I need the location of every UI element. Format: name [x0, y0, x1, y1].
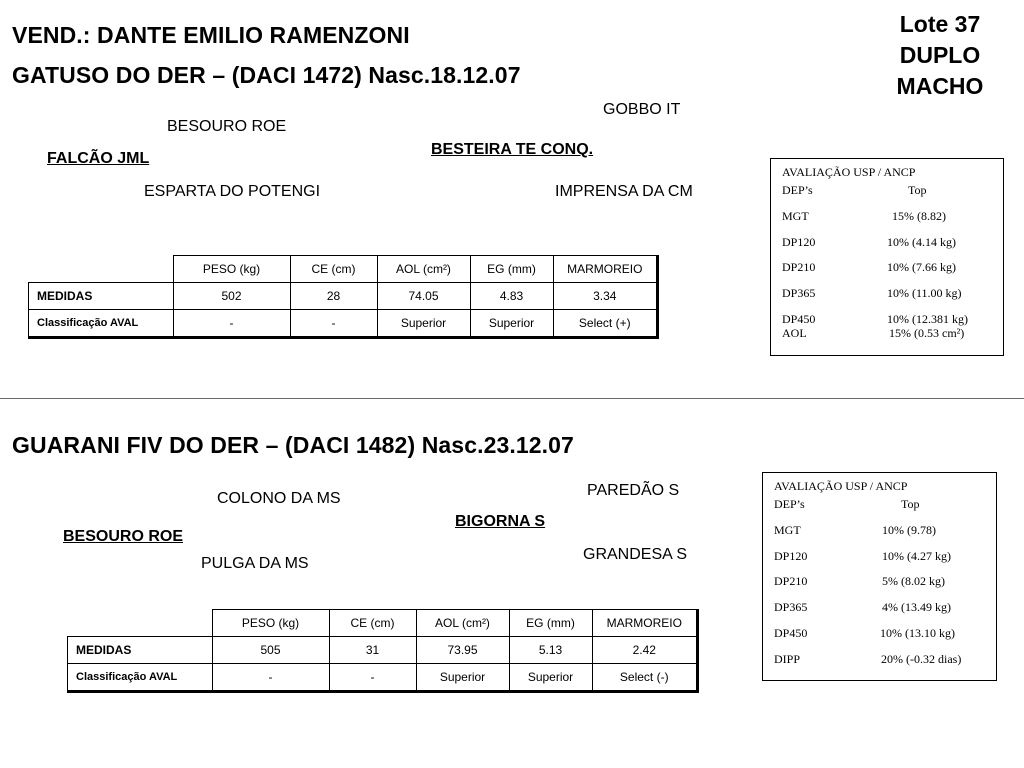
evaluation-row	[782, 312, 1003, 326]
animal1-dam-dam: ESPARTA DO POTENGI	[144, 183, 321, 200]
evaluation-row	[774, 574, 996, 600]
evaluation-row	[774, 497, 996, 523]
evaluation-key: DIPP	[774, 651, 801, 666]
table-corner	[29, 256, 174, 283]
evaluation-key: DP365	[782, 286, 816, 301]
lot-line: Lote 37	[899, 11, 981, 37]
row-label: Classificação AVAL	[29, 310, 174, 338]
animal1-title: GATUSO DO DER – (DACI 1472) Nasc.18.12.07	[12, 62, 521, 88]
animal1-dam: FALCÃO JML	[47, 150, 150, 167]
evaluation-row	[782, 260, 1003, 286]
table-header: EG (mm)	[470, 256, 553, 283]
evaluation-row	[782, 209, 1003, 235]
evaluation-value: 10% (11.00 kg)	[887, 286, 962, 301]
animal2-evaluation-box	[762, 472, 997, 681]
evaluation-row	[774, 600, 996, 626]
animal2-sire-dam: GRANDESA S	[583, 546, 688, 563]
evaluation-value: 10% (13.10 kg)	[880, 625, 955, 640]
table-cell: Select (-)	[592, 664, 698, 692]
evaluation-row	[782, 183, 1003, 209]
evaluation-key: DP450	[782, 311, 816, 326]
evaluation-row	[774, 523, 996, 549]
row-label: Classificação AVAL	[68, 664, 213, 692]
table-row	[68, 664, 698, 692]
evaluation-key: DP210	[774, 574, 808, 589]
lot-line: DUPLO	[899, 42, 981, 68]
animal1-sire-sire: GOBBO IT	[603, 101, 681, 118]
evaluation-title: AVALIAÇÃO USP / ANCP	[782, 165, 916, 179]
table-header: AOL (cm²)	[377, 256, 470, 283]
evaluation-key: DP365	[774, 600, 808, 615]
table-header: PESO (kg)	[173, 256, 290, 283]
evaluation-key: DP120	[782, 234, 816, 249]
table-cell: 505	[212, 637, 329, 664]
animal2-title: GUARANI FIV DO DER – (DACI 1482) Nasc.23.12.07	[12, 432, 574, 458]
evaluation-value: Top	[908, 183, 927, 197]
table-header: CE (cm)	[329, 610, 416, 637]
table-row	[68, 637, 698, 664]
table-cell: 5.13	[509, 637, 592, 664]
table-header: MARMOREIO	[592, 610, 698, 637]
table-cell: 31	[329, 637, 416, 664]
table-cell: -	[290, 310, 377, 338]
animal1-evaluation-box	[770, 158, 1004, 356]
evaluation-key: DP450	[774, 625, 808, 640]
table-header-row	[29, 256, 658, 283]
evaluation-row	[782, 326, 1003, 340]
table-cell: 4.83	[470, 283, 553, 310]
table-cell: Superior	[377, 310, 470, 338]
evaluation-row	[774, 652, 996, 678]
table-cell: 2.42	[592, 637, 698, 664]
animal1-sire: BESTEIRA TE CONQ.	[431, 141, 594, 158]
evaluation-key: DEP’s	[782, 183, 813, 197]
evaluation-value: 10% (7.66 kg)	[887, 260, 956, 275]
evaluation-key: DP210	[782, 260, 816, 275]
evaluation-value: 4% (13.49 kg)	[882, 600, 951, 615]
table-cell: 3.34	[553, 283, 658, 310]
table-header-row	[68, 610, 698, 637]
table-header: EG (mm)	[509, 610, 592, 637]
row-label: MEDIDAS	[29, 283, 174, 310]
table-row	[29, 310, 658, 338]
vendor-heading: VEND.: DANTE EMILIO RAMENZONI	[12, 22, 410, 48]
table-cell: 74.05	[377, 283, 470, 310]
table-header: AOL (cm²)	[416, 610, 509, 637]
table-cell: Superior	[416, 664, 509, 692]
evaluation-key: MGT	[774, 522, 801, 537]
animal2-dam-sire: COLONO DA MS	[217, 490, 341, 507]
table-header: MARMOREIO	[553, 256, 658, 283]
animal1-measures-table	[28, 255, 659, 339]
evaluation-value: Top	[901, 497, 920, 511]
row-label: MEDIDAS	[68, 637, 213, 664]
evaluation-row	[774, 549, 996, 575]
table-cell: Superior	[470, 310, 553, 338]
animal2-dam: BESOURO ROE	[63, 528, 184, 545]
evaluation-value: 10% (12.381 kg)	[887, 311, 968, 326]
section-divider	[0, 398, 1024, 399]
table-row	[29, 283, 658, 310]
animal2-measures-table	[67, 609, 699, 693]
animal2-sire: BIGORNA S	[455, 513, 546, 530]
evaluation-value: 10% (4.27 kg)	[882, 548, 951, 563]
table-cell: -	[173, 310, 290, 338]
evaluation-key: DEP’s	[774, 497, 805, 511]
animal1-sire-dam: IMPRENSA DA CM	[555, 183, 693, 200]
table-cell: 73.95	[416, 637, 509, 664]
evaluation-row	[774, 626, 996, 652]
evaluation-title: AVALIAÇÃO USP / ANCP	[774, 479, 908, 493]
table-header: CE (cm)	[290, 256, 377, 283]
evaluation-row	[782, 286, 1003, 312]
table-corner	[68, 610, 213, 637]
evaluation-value: 15% (8.82)	[892, 208, 946, 223]
lot-line: MACHO	[896, 73, 984, 99]
table-cell: Superior	[509, 664, 592, 692]
table-cell: Select (+)	[553, 310, 658, 338]
evaluation-key: AOL	[782, 325, 807, 340]
evaluation-value: 5% (8.02 kg)	[882, 574, 945, 589]
animal2-sire-sire: PAREDÃO S	[587, 482, 680, 499]
table-cell: 502	[173, 283, 290, 310]
table-header: PESO (kg)	[212, 610, 329, 637]
table-cell: 28	[290, 283, 377, 310]
evaluation-value: 10% (9.78)	[882, 522, 936, 537]
table-cell: -	[329, 664, 416, 692]
evaluation-value: 15% (0.53 cm²)	[889, 325, 965, 340]
evaluation-key: MGT	[782, 208, 809, 223]
animal1-dam-sire: BESOURO ROE	[167, 118, 287, 135]
evaluation-row	[782, 235, 1003, 261]
animal2-dam-dam: PULGA DA MS	[201, 555, 309, 572]
evaluation-value: 10% (4.14 kg)	[887, 234, 956, 249]
table-cell: -	[212, 664, 329, 692]
lot-label	[880, 9, 1000, 102]
evaluation-key: DP120	[774, 548, 808, 563]
evaluation-value: 20% (-0.32 dias)	[881, 651, 962, 666]
